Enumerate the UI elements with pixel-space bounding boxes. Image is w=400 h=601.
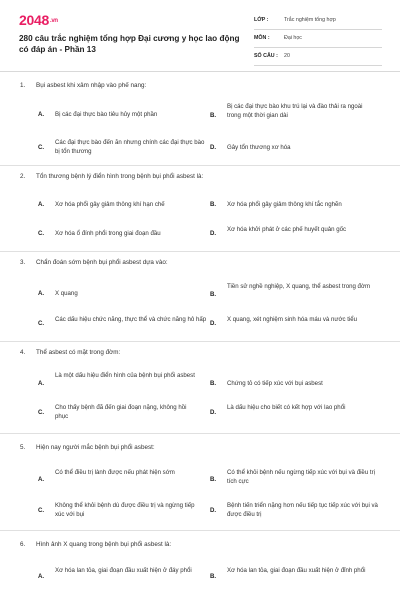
answer-letter: B. [210, 201, 217, 208]
answer-text: Xơ hóa phổi gây giảm thông khí hạn chế [55, 201, 165, 208]
answer-letter: B. [210, 380, 217, 387]
question-stem: Thể asbest có mặt trong đờm: [36, 349, 121, 356]
question-5 [0, 434, 400, 531]
question-1 [0, 78, 400, 166]
answer-text: Bị các đại thực bào tiêu hủy một phần [55, 111, 158, 118]
meta-key: LỚP : [254, 17, 269, 23]
answer-text: Là một dấu hiệu điển hình của bệnh bụi phổi asbest [55, 372, 195, 379]
answer-text: Bệnh tiến triển nặng hơn nếu tiếp tục tiếp xúc với bụi và được điều trị [227, 502, 378, 518]
answer-letter: A. [38, 573, 45, 580]
meta-row-count [254, 51, 382, 66]
answer-text: X quang [55, 290, 78, 297]
answer-text: Xơ hóa phổi gây giảm thông khí tắc nghẽn [227, 201, 342, 208]
question-text [20, 541, 171, 548]
answer-letter: B. [210, 476, 217, 483]
answer-letter: D. [210, 507, 217, 514]
answer-letter: D. [210, 230, 217, 237]
question-number: 5. [20, 444, 26, 451]
answer-letter: A. [38, 111, 45, 118]
question-stem: Tổn thương bệnh lý điển hình trong bệnh bụi phổi asbest là: [36, 173, 204, 180]
question-stem: Hình ảnh X quang trong bệnh bụi phổi asbest là: [36, 541, 172, 548]
answer-text: Các dấu hiệu chức năng, thực thể và chức năng hô hấp [55, 316, 207, 323]
answer-letter: C. [38, 409, 45, 416]
question-text [20, 444, 155, 451]
meta-row-subject [254, 33, 382, 48]
question-6 [0, 531, 400, 601]
question-4 [0, 342, 400, 434]
meta-value: 20 [284, 53, 290, 59]
answer-letter: C. [38, 320, 45, 327]
answer-text: Xơ hóa lan tỏa, giai đoạn đầu xuất hiện ở đỉnh phổi [227, 567, 366, 574]
question-list [0, 78, 400, 601]
answer-letter: D. [210, 144, 217, 151]
question-text [20, 173, 203, 180]
document-title: 280 câu trắc nghiệm tổng hợp Đại cương y học lao động có đáp án - Phần 13 [19, 34, 240, 54]
answer-letter: B. [210, 573, 217, 580]
question-stem: Hiện nay người mắc bệnh bụi phổi asbest: [36, 444, 155, 451]
logo-text: 2048 [19, 12, 49, 28]
answer-text: Cho thấy bệnh đã đến giai đoạn nặng, không hồi phục [55, 404, 187, 420]
answer-text: Bị các đại thực bào khu trú lại và đào thải ra ngoài trong một thời gian dài [227, 103, 363, 119]
question-number: 3. [20, 259, 26, 266]
answer-letter: B. [210, 112, 217, 119]
meta-value[interactable]: Trắc nghiệm tổng hợp [284, 17, 336, 23]
answer-letter: A. [38, 201, 45, 208]
logo-suffix: .vn [49, 18, 58, 25]
meta-key: SỐ CÂU : [254, 53, 278, 59]
question-number: 2. [20, 173, 26, 180]
question-text [20, 259, 168, 266]
answer-letter: B. [210, 291, 217, 298]
answer-text: Xơ hóa lan tỏa, giai đoạn đầu xuất hiện ở đáy phổi [55, 567, 192, 574]
answer-letter: A. [38, 476, 45, 483]
question-3 [0, 252, 400, 342]
meta-key: MÔN : [254, 35, 270, 41]
answer-letter: D. [210, 320, 217, 327]
answer-letter: C. [38, 144, 45, 151]
answer-text: Xơ hóa khởi phát ở các phế huyết quản gốc [227, 226, 347, 233]
answer-text: Không thể khỏi bệnh dù được điều trị và ngừng tiếp xúc với bụi [55, 502, 195, 518]
answer-text: Xơ hóa ổ đính phổi trong giai đoạn đầu [55, 230, 161, 237]
answer-text: Chứng tỏ có tiếp xúc với bụi asbest [227, 380, 323, 387]
answer-text: Tiền sử nghề nghiệp, X quang, thể asbest trong đờm [227, 283, 371, 290]
meta-info [254, 15, 382, 69]
answer-letter: A. [38, 290, 45, 297]
question-text [20, 82, 146, 89]
meta-row-class [254, 15, 382, 30]
question-2 [0, 166, 400, 252]
answer-text: Gây tổn thương xơ hóa [227, 144, 291, 151]
question-stem: Bụi asbest khi xâm nhập vào phế nang: [36, 82, 147, 89]
answer-text: X quang, xét nghiệm sinh hóa máu và nước tiểu [227, 316, 358, 323]
question-stem: Chẩn đoán sớm bệnh bụi phổi asbest dựa vào: [36, 259, 168, 266]
site-logo[interactable] [19, 12, 58, 28]
question-text [20, 349, 120, 356]
answer-letter: C. [38, 507, 45, 514]
answer-text: Các đại thực bào đến ăn nhưng chính các đại thực bào bị tổn thương [55, 139, 205, 155]
answer-letter: A. [38, 380, 45, 387]
meta-value[interactable]: Đại học [284, 35, 302, 41]
answer-text: Có thể điều trị lành được nếu phát hiện sớm [55, 469, 175, 476]
answer-letter: D. [210, 409, 217, 416]
answer-letter: C. [38, 230, 45, 237]
header-divider [0, 71, 400, 72]
question-number: 1. [20, 82, 26, 89]
answer-text: Là dấu hiệu cho biết có kết hợp với lao phổi [227, 404, 346, 411]
question-number: 4. [20, 349, 26, 356]
answer-text: Có thể khỏi bệnh nếu ngừng tiếp xúc với bụi và điều trị tích cực [227, 469, 375, 485]
page-header [0, 0, 400, 68]
question-number: 6. [20, 541, 26, 548]
